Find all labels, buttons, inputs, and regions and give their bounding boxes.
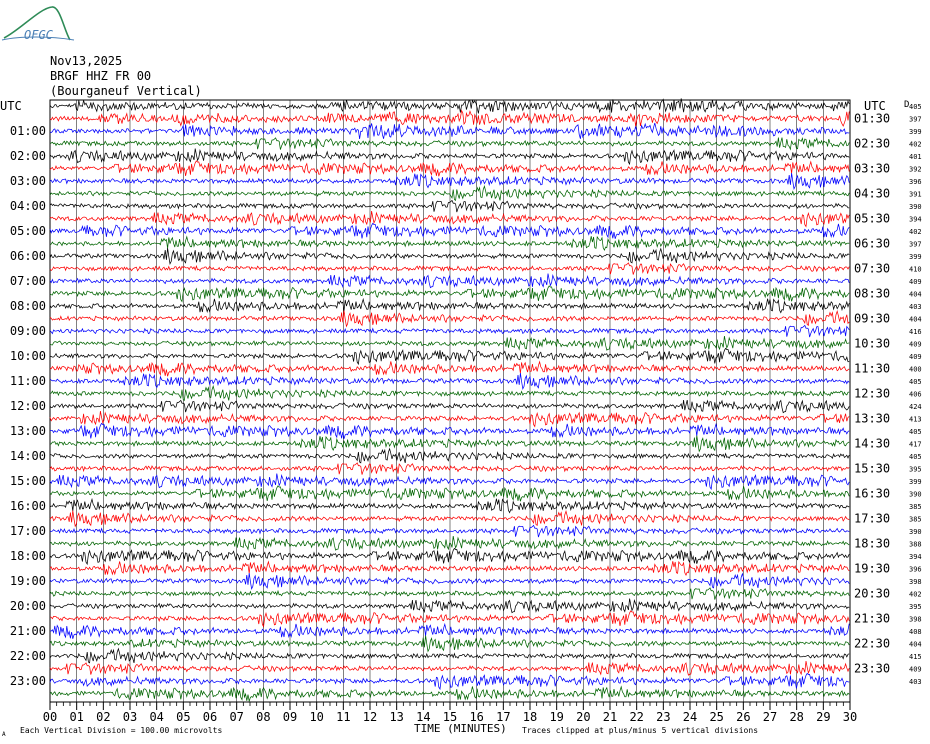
trace-offset-label: 405 bbox=[909, 453, 922, 461]
right-hour-label: 21:30 bbox=[854, 611, 891, 626]
x-tick-label: 26 bbox=[736, 710, 751, 724]
x-tick-label: 08 bbox=[256, 710, 271, 724]
header-location: (Bourganeuf Vertical) bbox=[50, 84, 202, 98]
left-hour-label: 13:00 bbox=[9, 424, 46, 438]
trace-offset-label: 395 bbox=[909, 465, 922, 474]
trace-offset-label: 404 bbox=[909, 315, 922, 324]
x-tick-label: 21 bbox=[602, 710, 618, 724]
trace-line bbox=[50, 486, 849, 501]
x-tick-label: 25 bbox=[709, 710, 724, 724]
trace-line bbox=[50, 561, 849, 575]
right-hour-label: 10:30 bbox=[854, 336, 891, 351]
right-hour-label: 04:30 bbox=[854, 186, 891, 201]
x-tick-label: 15 bbox=[442, 710, 458, 724]
right-hour-label: 05:30 bbox=[854, 211, 891, 226]
trace-offset-label: 402 bbox=[909, 228, 922, 236]
left-hour-label: 10:00 bbox=[9, 349, 46, 363]
x-tick-label: 27 bbox=[762, 710, 778, 724]
x-tick-label: 05 bbox=[176, 710, 191, 724]
header-station: BRGF HHZ FR 00 bbox=[50, 69, 152, 83]
x-tick-label: 24 bbox=[682, 710, 698, 724]
footer-mark: A bbox=[2, 731, 6, 738]
x-tick-label: 10 bbox=[309, 710, 324, 724]
x-axis-title: TIME (MINUTES) bbox=[414, 722, 507, 735]
trace-offset-label: 408 bbox=[909, 628, 922, 636]
ofgc-logo bbox=[2, 7, 74, 42]
x-tick-label: 28 bbox=[789, 710, 804, 724]
trace-offset-label: 402 bbox=[909, 140, 922, 149]
trace-offset-label: 409 bbox=[909, 278, 922, 286]
left-hour-label: 09:00 bbox=[9, 324, 46, 338]
left-hour-label: 02:00 bbox=[9, 149, 46, 163]
trace-offset-label: 395 bbox=[909, 603, 922, 611]
trace-line bbox=[50, 400, 849, 413]
trace-offset-label: 390 bbox=[909, 203, 922, 211]
trace-offset-label: 385 bbox=[909, 503, 922, 511]
trace-offset-label: 394 bbox=[909, 553, 922, 561]
trace-line bbox=[50, 149, 849, 164]
right-hour-label: 17:30 bbox=[854, 511, 891, 526]
x-tick-label: 01 bbox=[69, 710, 84, 724]
right-hour-label: 07:30 bbox=[854, 261, 891, 276]
x-tick-label: 04 bbox=[149, 710, 164, 724]
seismic-traces bbox=[50, 98, 849, 701]
trace-offset-label: 397 bbox=[909, 115, 922, 124]
trace-offset-label: 405 bbox=[909, 428, 922, 436]
trace-offset-label: 410 bbox=[909, 265, 922, 274]
left-hour-label: 17:00 bbox=[9, 524, 46, 538]
trace-line bbox=[50, 200, 849, 212]
trace-line bbox=[50, 325, 849, 337]
right-hour-label: 15:30 bbox=[854, 461, 891, 476]
trace-line bbox=[50, 611, 849, 627]
trace-offset-label: 396 bbox=[909, 565, 922, 574]
trace-line bbox=[50, 311, 849, 327]
x-tick-label: 06 bbox=[202, 710, 218, 724]
right-hour-label: 20:30 bbox=[854, 586, 891, 601]
trace-line bbox=[50, 138, 849, 150]
trace-offset-label: 398 bbox=[909, 578, 922, 586]
trace-offset-label: 404 bbox=[909, 290, 922, 299]
trace-line bbox=[50, 299, 849, 313]
x-tick-label: 00 bbox=[42, 710, 58, 724]
trace-line bbox=[50, 436, 849, 452]
left-hour-label: 04:00 bbox=[9, 199, 46, 213]
trace-offset-label: 405 bbox=[909, 103, 922, 111]
trace-line bbox=[50, 548, 849, 564]
scale-note: Each Vertical Division = 100.00 microvolts bbox=[20, 726, 223, 735]
left-hour-label: 20:00 bbox=[9, 599, 46, 613]
trace-line bbox=[50, 186, 849, 200]
trace-line bbox=[50, 511, 849, 527]
trace-line bbox=[50, 588, 849, 600]
right-hour-label: 18:30 bbox=[854, 536, 891, 551]
trace-offset-label: 397 bbox=[909, 240, 922, 249]
trace-line bbox=[50, 336, 849, 350]
x-tick-label: 19 bbox=[549, 710, 564, 724]
trace-offset-label: 424 bbox=[909, 403, 922, 411]
trace-offset-label: 409 bbox=[909, 665, 922, 674]
trace-offset-label: 409 bbox=[909, 340, 922, 349]
trace-line bbox=[50, 673, 849, 689]
trace-offset-label: 417 bbox=[909, 440, 922, 449]
header-date: Nov13,2025 bbox=[50, 54, 123, 68]
x-tick-label: 22 bbox=[629, 710, 644, 724]
trace-line bbox=[50, 463, 849, 475]
x-tick-label: 03 bbox=[122, 710, 138, 724]
trace-line bbox=[50, 624, 849, 639]
trace-line bbox=[50, 661, 849, 675]
trace-offset-label: 399 bbox=[909, 478, 922, 486]
right-hour-label: 12:30 bbox=[854, 386, 891, 401]
right-hour-label: 19:30 bbox=[854, 561, 891, 576]
trace-line bbox=[50, 636, 849, 652]
x-tick-label: 09 bbox=[282, 710, 298, 724]
x-tick-label: 14 bbox=[416, 710, 431, 724]
left-hour-label: 07:00 bbox=[9, 274, 46, 288]
right-hour-label: 14:30 bbox=[854, 436, 891, 451]
left-hour-label: 18:00 bbox=[9, 549, 46, 563]
trace-offset-label: 391 bbox=[909, 190, 922, 199]
trace-line bbox=[50, 449, 849, 463]
trace-line bbox=[50, 373, 849, 389]
right-utc-label: UTC bbox=[864, 99, 886, 113]
trace-line bbox=[50, 386, 849, 400]
x-tick-label: 02 bbox=[96, 710, 111, 724]
x-axis-ticks bbox=[43, 702, 857, 724]
trace-line bbox=[50, 474, 849, 489]
trace-line bbox=[50, 348, 849, 364]
left-hour-label: 15:00 bbox=[9, 474, 46, 488]
x-tick-label: 07 bbox=[229, 710, 244, 724]
trace-line bbox=[50, 649, 849, 663]
trace-line bbox=[50, 286, 849, 302]
x-tick-label: 17 bbox=[496, 710, 511, 724]
x-tick-label: 12 bbox=[362, 710, 378, 724]
left-hour-label: 05:00 bbox=[9, 224, 46, 238]
right-hour-label: 01:30 bbox=[854, 111, 891, 126]
left-hour-label: 11:00 bbox=[9, 374, 46, 388]
trace-offset-label: 388 bbox=[909, 540, 922, 549]
trace-offset-label: 385 bbox=[909, 515, 922, 524]
trace-line bbox=[50, 111, 849, 127]
trace-offset-label: 415 bbox=[909, 653, 922, 661]
right-column-header: D bbox=[904, 100, 910, 110]
left-hour-label: 16:00 bbox=[9, 499, 46, 513]
x-tick-label: 18 bbox=[522, 710, 538, 724]
right-hour-label: 23:30 bbox=[854, 661, 891, 676]
trace-offset-label: 396 bbox=[909, 178, 922, 186]
left-hour-labels bbox=[10, 124, 46, 688]
trace-offset-label: 403 bbox=[909, 303, 922, 311]
logo-text: OFGC bbox=[24, 28, 53, 42]
right-hour-labels bbox=[854, 112, 890, 676]
trace-offset-label: 399 bbox=[909, 253, 922, 261]
trace-offset-label: 406 bbox=[909, 390, 922, 399]
right-hour-label: 09:30 bbox=[854, 311, 891, 326]
trace-offset-label: 399 bbox=[909, 128, 922, 136]
right-hour-label: 02:30 bbox=[854, 136, 891, 151]
x-tick-label: 23 bbox=[656, 710, 671, 724]
trace-offset-label: 400 bbox=[909, 365, 922, 374]
x-tick-label: 20 bbox=[576, 710, 591, 724]
x-tick-label: 29 bbox=[816, 710, 831, 724]
left-utc-label: UTC bbox=[0, 99, 22, 113]
trace-offset-label: 413 bbox=[909, 415, 922, 424]
trace-line bbox=[50, 236, 849, 250]
x-tick-label: 11 bbox=[336, 710, 351, 724]
trace-line bbox=[50, 211, 849, 226]
trace-line bbox=[50, 686, 849, 701]
left-hour-label: 03:00 bbox=[9, 174, 46, 188]
trace-line bbox=[50, 123, 849, 139]
trace-line bbox=[50, 536, 849, 550]
right-hour-label: 03:30 bbox=[854, 161, 891, 176]
x-tick-label: 16 bbox=[469, 710, 484, 724]
trace-line bbox=[50, 499, 849, 513]
trace-line bbox=[50, 173, 849, 189]
clip-note: Traces clipped at plus/minus 5 vertical divisions bbox=[522, 726, 759, 735]
left-hour-label: 08:00 bbox=[9, 299, 46, 313]
trace-offset-label: 403 bbox=[909, 678, 922, 686]
right-hour-label: 22:30 bbox=[854, 636, 891, 651]
trace-offset-label: 401 bbox=[909, 153, 922, 161]
trace-offset-label: 390 bbox=[909, 528, 922, 536]
left-hour-label: 12:00 bbox=[9, 399, 46, 413]
left-hour-label: 21:00 bbox=[9, 624, 46, 638]
left-hour-label: 14:00 bbox=[9, 449, 46, 463]
trace-line bbox=[50, 98, 849, 113]
trace-line bbox=[50, 525, 849, 537]
trace-offset-label: 398 bbox=[909, 615, 922, 624]
trace-line bbox=[50, 573, 849, 589]
right-hour-label: 16:30 bbox=[854, 486, 891, 501]
trace-line bbox=[50, 248, 849, 264]
x-tick-label: 13 bbox=[389, 710, 404, 724]
trace-offset-label: 392 bbox=[909, 165, 922, 174]
left-hour-label: 19:00 bbox=[9, 574, 46, 588]
left-hour-label: 23:00 bbox=[9, 674, 46, 688]
trace-offset-label: 405 bbox=[909, 378, 922, 386]
trace-offset-label: 402 bbox=[909, 590, 922, 599]
trace-offset-label: 394 bbox=[909, 215, 922, 224]
trace-line bbox=[50, 223, 849, 238]
left-hour-label: 22:00 bbox=[9, 649, 46, 663]
trace-line bbox=[50, 361, 849, 376]
right-hour-label: 08:30 bbox=[854, 286, 891, 301]
trace-line bbox=[50, 599, 849, 613]
trace-offset-label: 390 bbox=[909, 490, 922, 499]
right-hour-label: 06:30 bbox=[854, 236, 891, 251]
trace-line bbox=[50, 411, 849, 426]
left-hour-label: 01:00 bbox=[9, 124, 46, 138]
trace-line bbox=[50, 161, 849, 176]
trace-offset-label: 416 bbox=[909, 328, 922, 336]
trace-line bbox=[50, 423, 849, 438]
trace-offset-labels bbox=[909, 103, 922, 686]
left-hour-label: 06:00 bbox=[9, 249, 46, 263]
minute-gridlines bbox=[77, 100, 824, 702]
trace-line bbox=[50, 274, 849, 288]
trace-offset-label: 404 bbox=[909, 640, 922, 649]
x-tick-label: 30 bbox=[842, 710, 858, 724]
trace-offset-label: 409 bbox=[909, 353, 922, 361]
right-hour-label: 11:30 bbox=[854, 361, 891, 376]
right-hour-label: 13:30 bbox=[854, 411, 891, 426]
